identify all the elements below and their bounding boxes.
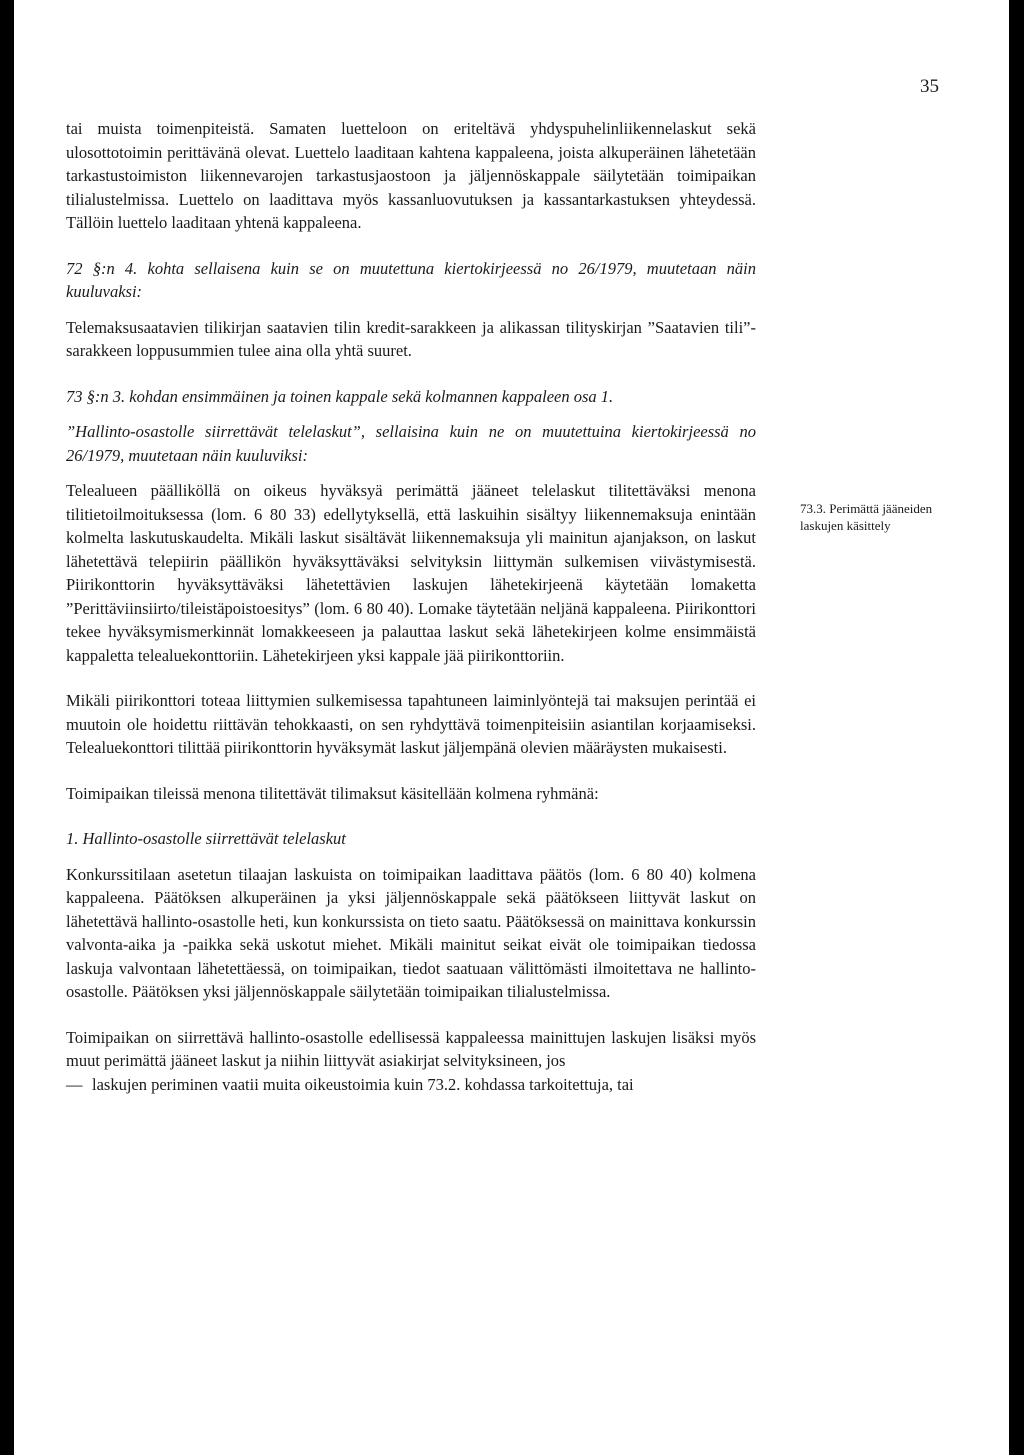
list-item-text: laskujen periminen vaatii muita oikeustoimia kuin 73.2. kohdassa tarkoitettuja, tai <box>92 1074 634 1094</box>
paragraph: Toimipaikan on siirrettävä hallinto-osastolle edellisessä kappaleessa mainittujen laskujen lisäksi myös muut perimättä jääneet laskut ja niihin liittyvät asiakirjat selvityksineen, jos <box>66 1027 756 1070</box>
page-number: 35 <box>920 76 939 97</box>
paragraph: Mikäli piirikonttori toteaa liittymien sulkemisessa tapahtuneen laiminlyöntejä tai maksujen perintää ei muutoin ole hoidettu riittävän tehokkaasti, on sen ryhdyttävä toimenpiteisiin asiantilan korjaamiseksi. Telealuekonttori tilittää piirikonttorin hyväksymät laskut jäljempänä olevien määräysten mukaisesti. <box>66 691 756 757</box>
section-heading-73-cont: ”Hallinto-osastolle siirrettävät telelaskut”, sellaisina kuin ne on muutettuina kiertokirjeessä no 26/1979, muutetaan näin kuuluviksi: <box>66 422 756 465</box>
paragraph: Konkurssitilaan asetetun tilaajan laskuista on toimipaikan laadittava päätös (lom. 6 80 40) kolmena kappaleena. Päätöksen alkuperäinen ja yksi jäljennöskappale sekä päätökseen liittyvät laskut on lähetettävä hallinto-osastolle heti, kun konkurssista on tieto saatu. Päätöksessä on mainittava konkurssin valvonta-aika ja -paikka sekä uskotut miehet. Mikäli mainitut seikat eivät ole toimipaikan tiedossa laskuja valvontaan lähetettäessä, on toimipaikan, tiedot saatuaan välittömästi ilmoitettava ne hallinto-osastolle. Päätöksen yksi jäljennöskappale säilytetään toimipaikan tilialustelmissa. <box>66 864 756 1001</box>
subheading: 1. Hallinto-osastolle siirrettävät telelaskut <box>66 829 346 848</box>
paragraph: Toimipaikan tileissä menona tilitettävät tilimaksut käsitellään kolmena ryhmänä: <box>66 783 599 803</box>
scan-border-right <box>1009 0 1024 1455</box>
main-text <box>66 117 756 1096</box>
paragraph: tai muista toimenpiteistä. Samaten luetteloon on eriteltävä yhdyspuhelinliikennelaskut sekä ulosottotoimin perittävänä olevat. Luettelo laaditaan kahtena kappaleena, joista alkuperäinen lähetetään tarkastustoimiston liikennevarojen tarkastusjaostoon ja jäljennöskappale säilytetään toimipaikan tilialustelmissa. Luettelo on laadittava myös kassanluovutuksen ja kassantarkastuksen yhteydessä. Tällöin luettelo laaditaan yhtenä kappaleena. <box>66 119 756 232</box>
margin-note: 73.3. Perimättä jääneiden laskujen käsittely <box>800 501 933 533</box>
paragraph: Telemaksusaatavien tilikirjan saatavien tilin kredit-sarakkeen ja alikassan tilityskirjan ”Saatavien tili”-sarakkeen loppusummien tulee aina olla yhtä suuret. <box>66 317 756 360</box>
paragraph: Telealueen päälliköllä on oikeus hyväksyä perimättä jääneet telelaskut tilitettäväksi menona tilitietoilmoituksessa (lom. 6 80 33) edellytyksellä, että laskuihin sisältyy liikennemaksuja enintään kolmelta laskutuskaudelta. Mikäli laskut sisältävät liikennemaksuja yli mainitun ajanjakson, on laskut lähetettävä telepiirin päällikön hyväksyttäväksi selvityksin liittymän sulkemisen viivästymisestä. Piirikonttorin hyväksyttäväksi lähetettävien laskujen lähetekirjeenä käytetään lomaketta ”Perittäviinsiirto/tileistäpoistoesitys” (lom. 6 80 40). Lomake täytetään neljänä kappaleena. Piirikonttori tekee hyväksymismerkinnät lomakkeeseen ja palauttaa laskut sekä lähetekirjeen kolme ensimmäistä kappaletta telealuekonttoriin. Lähetekirjeen yksi kappale jää piirikonttoriin. <box>66 481 756 665</box>
scan-border-left <box>0 0 14 1455</box>
dash-bullet: — <box>66 1074 83 1094</box>
section-heading-72: 72 §:n 4. kohta sellaisena kuin se on muutettuna kiertokirjeessä no 26/1979, muutetaan näin kuuluvaksi: <box>66 258 756 301</box>
list-item <box>66 1073 756 1097</box>
section-heading-73: 73 §:n 3. kohdan ensimmäinen ja toinen kappale sekä kolmannen kappaleen osa 1. <box>66 386 614 406</box>
